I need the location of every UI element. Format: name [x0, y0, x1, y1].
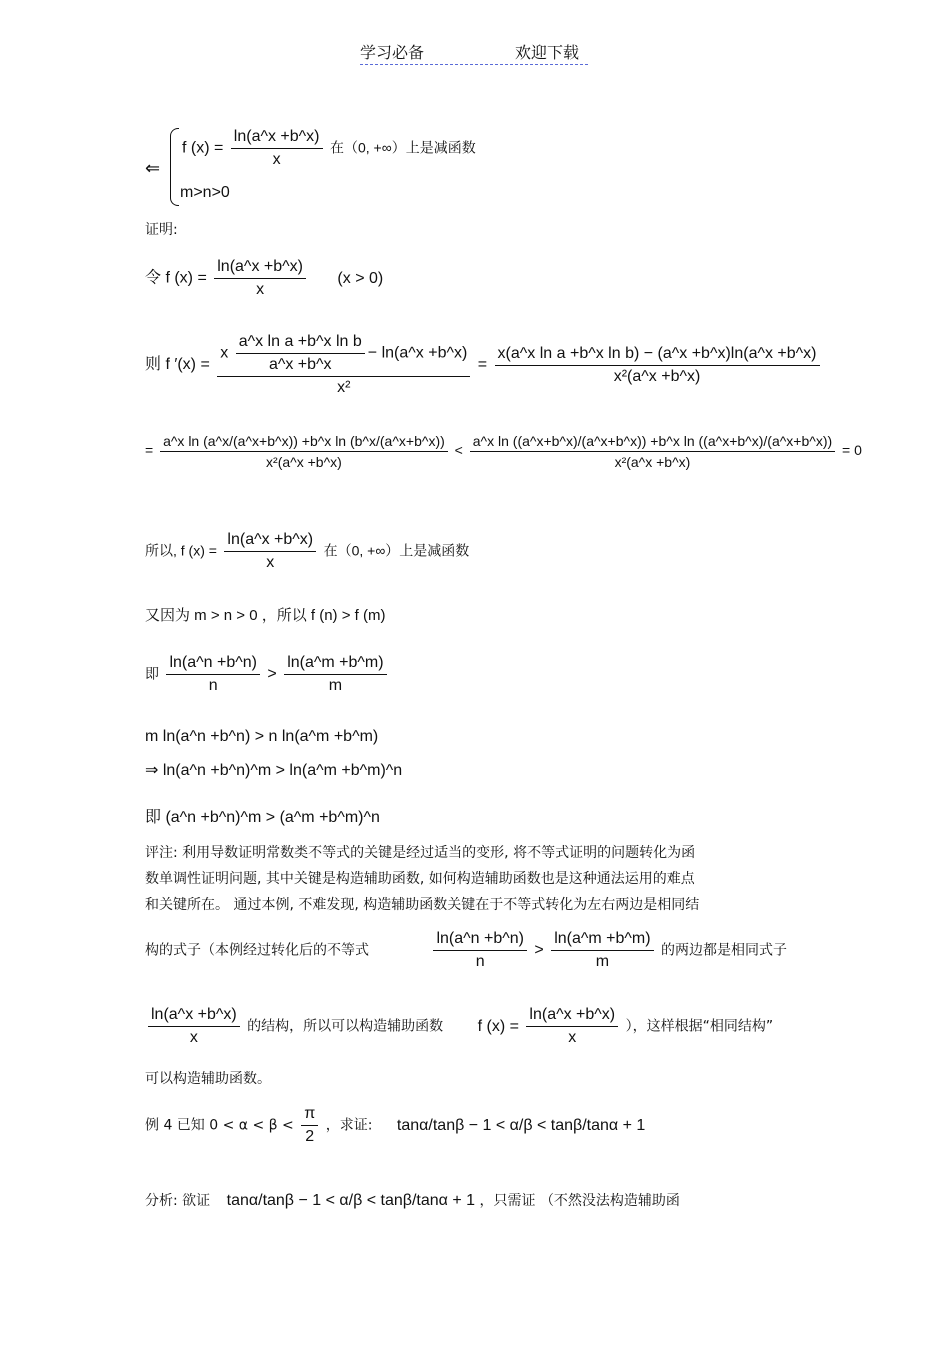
- fraction-denominator: x: [256, 281, 265, 298]
- analysis: [145, 1190, 680, 1210]
- comment-line-1: 评注: 利用导数证明常数类不等式的关键是经过适当的变形, 将不等式证明的问题转化为函: [145, 845, 696, 861]
- step-implies: ⇒ ln(a^n +b^n)^m > ln(a^m +b^m)^n: [145, 762, 403, 779]
- let-label: 令 f (x) =: [145, 269, 207, 287]
- fraction-numerator: ln(a^x +b^x): [231, 128, 323, 149]
- inner-denominator: a^x +b^x: [268, 356, 332, 373]
- so-decreasing: [145, 531, 469, 572]
- comment-text: 的两边都是相同式子: [661, 942, 788, 959]
- fx-label: f (x) =: [182, 139, 224, 157]
- chain-denominator-2: x²(a^x +b^x): [614, 454, 691, 470]
- derivative-denominator: x²: [337, 379, 351, 396]
- example-inequality: tanα/tanβ − 1 < α/β < tanβ/tanα + 1: [396, 1116, 646, 1134]
- comment-text: 的结构，所以可以构造辅助函数: [247, 1018, 444, 1035]
- example-4: [145, 1105, 645, 1146]
- chain-result: = 0: [842, 442, 862, 459]
- right-denominator: m: [328, 677, 343, 694]
- comment-text: 构的式子（本例经过转化后的不等式: [145, 942, 369, 959]
- implied-by-arrow: ⇐: [145, 158, 161, 178]
- derivative-label: 则 f ′(x) =: [145, 356, 210, 374]
- prove-label: ，求证:: [325, 1117, 373, 1134]
- example-label: 例 4 已知 0 < α < β <: [145, 1117, 294, 1134]
- fraction-numerator: ln(a^x +b^x): [526, 1006, 618, 1027]
- fx-label: f (x) =: [477, 1017, 519, 1035]
- fraction-denominator: x: [189, 1029, 198, 1046]
- ie-inequality: 即 $\frac{\ln(a\^{}n +b\^{}n)}{n}$ > $\frac{\ln(a\^{}m +b\^{}m)}{m}$: [145, 654, 390, 695]
- comment-text: ），这样根据“相同结构”: [625, 1018, 774, 1035]
- analysis-mid: ，只需证: [479, 1193, 536, 1209]
- comment-line-2: 数单调性证明问题, 其中关键是构造辅助函数, 如何构造辅助函数也是这种通法运用的难点: [145, 871, 695, 887]
- analysis-label: 分析: 欲证: [145, 1193, 211, 1209]
- comment-line-4: 构的式子（本例经过转化后的不等式 $\frac{\ln(a\^{}n +b\^{}n)}{n}$ > $\frac{\ln(a\^{}m +b\^{}m)}{m}$ 的两边都是相同式子: [145, 930, 788, 970]
- header-left: 学习必备: [360, 43, 425, 62]
- left-denominator: n: [475, 953, 485, 970]
- ie-label: 即: [145, 665, 159, 682]
- comment-line-5: [145, 1006, 773, 1047]
- fraction-denominator: x: [272, 151, 281, 168]
- analysis-tail: （不然没法构造辅助函: [539, 1193, 680, 1209]
- step-conclusion: 即 (a^n +b^n)^m > (a^m +b^m)^n: [145, 809, 380, 826]
- inner-tail: − ln(a^x +b^x): [367, 344, 468, 362]
- analysis-inequality: tanα/tanβ − 1 < α/β < tanβ/tanα + 1: [226, 1192, 476, 1209]
- condition: m>n>0: [180, 184, 230, 201]
- so-label: 所以, f (x) =: [145, 542, 217, 559]
- fraction-numerator: ln(a^x +b^x): [214, 258, 306, 279]
- pi-numerator: π: [301, 1105, 318, 1126]
- left-numerator: ln(a^n +b^n): [433, 930, 527, 951]
- since-line: 又因为 m > n > 0 ，所以 f (n) > f (m): [145, 607, 386, 624]
- right-denominator: m: [595, 953, 610, 970]
- comment-paragraph: [145, 840, 795, 918]
- fraction-numerator: ln(a^x +b^x): [224, 531, 316, 552]
- domain: (x > 0): [337, 269, 384, 287]
- proof-label: 证明:: [145, 222, 178, 238]
- chain-denominator-1: x²(a^x +b^x): [266, 454, 342, 470]
- left-denominator: n: [208, 677, 218, 694]
- pi-denominator: 2: [305, 1128, 315, 1145]
- right-numerator: ln(a^m +b^m): [551, 930, 653, 951]
- fraction-numerator: ln(a^x +b^x): [148, 1006, 240, 1027]
- comment-line-3: 和关键所在。 通过本例, 不难发现, 构造辅助函数关键在于不等式转化为左右两边是相同结: [145, 897, 700, 913]
- chain-numerator-1: a^x ln (a^x/(a^x+b^x)) +b^x ln (b^x/(a^x+b^x)): [160, 433, 448, 452]
- function-definition: [182, 128, 476, 169]
- rhs-numerator: x(a^x ln a +b^x ln b) − (a^x +b^x)ln(a^x +b^x): [495, 345, 820, 366]
- header-right: 欢迎下载: [515, 43, 580, 62]
- inner-numerator: a^x ln a +b^x ln b: [236, 333, 365, 354]
- comment-line-6: 可以构造辅助函数。: [145, 1071, 271, 1087]
- brace: [170, 128, 179, 206]
- right-numerator: ln(a^m +b^m): [284, 654, 386, 675]
- inequality-chain: = $\frac{\text{a\textasciicircum{}x ln (a\textasciicircum{}x/(a\textasciicircum{}x+b\textasciicircum{}x)) +b\textasciicircum{}x ln (b\textasciicircum{}x/(a\textasciicircum{}x+b\textasciicircum{}x))}}{\text{x²(a\textasciicircum{}x +b\textasciicircum{}x)}}$ < $\frac{\text{a\textasciicircum{}x ln ((a\textasciicircum{}x+b\textasciicircum{}x)/(a\textasciicircum{}x+b\textasciicircum{}x)) +b\textasciicircum{}x ln ((a\textasciicircum{}x+b\textasciicircum{}x)/(a\textasciicircum{}x+b\textasciicircum{}x))}}{\text{x²(a\textasciicircum{}x +b\textasciicircum{}x)}}$ = 0: [145, 433, 862, 470]
- left-numerator: ln(a^n +b^n): [166, 654, 260, 675]
- chain-numerator-2: a^x ln ((a^x+b^x)/(a^x+b^x)) +b^x ln ((a^x+b^x)/(a^x+b^x)): [470, 433, 835, 452]
- decreasing-text: 在（0, +∞）上是减函数: [323, 542, 470, 559]
- fraction-denominator: x: [266, 554, 275, 571]
- derivative: 则 f ′(x) = x $\frac{\text{a\textasciicircum{}x ln a +b\textasciicircum{}x ln b}}{a\^{}x +b\^{}x}$ − ln(a^x +b^x) x² = $\frac{\text{x(a\textasciicircum{}x ln a +b\textasciicircum{}x ln b) − (a\textasciicircum{}x +b\textasciicircum{}x)ln(a\textasciicircum{}x +b\textasciicircum{}x)}}{\text{x²(a\textasciicircum{}x +b\textasciicircum{}x)}}$: [145, 333, 823, 397]
- page-header: [360, 40, 588, 65]
- decreasing-text: 在（0, +∞）上是减函数: [329, 139, 476, 156]
- let-fx: [145, 258, 383, 299]
- rhs-denominator: x²(a^x +b^x): [613, 367, 701, 385]
- fraction-denominator: x: [568, 1029, 577, 1046]
- step-mult: m ln(a^n +b^n) > n ln(a^m +b^m): [145, 728, 379, 745]
